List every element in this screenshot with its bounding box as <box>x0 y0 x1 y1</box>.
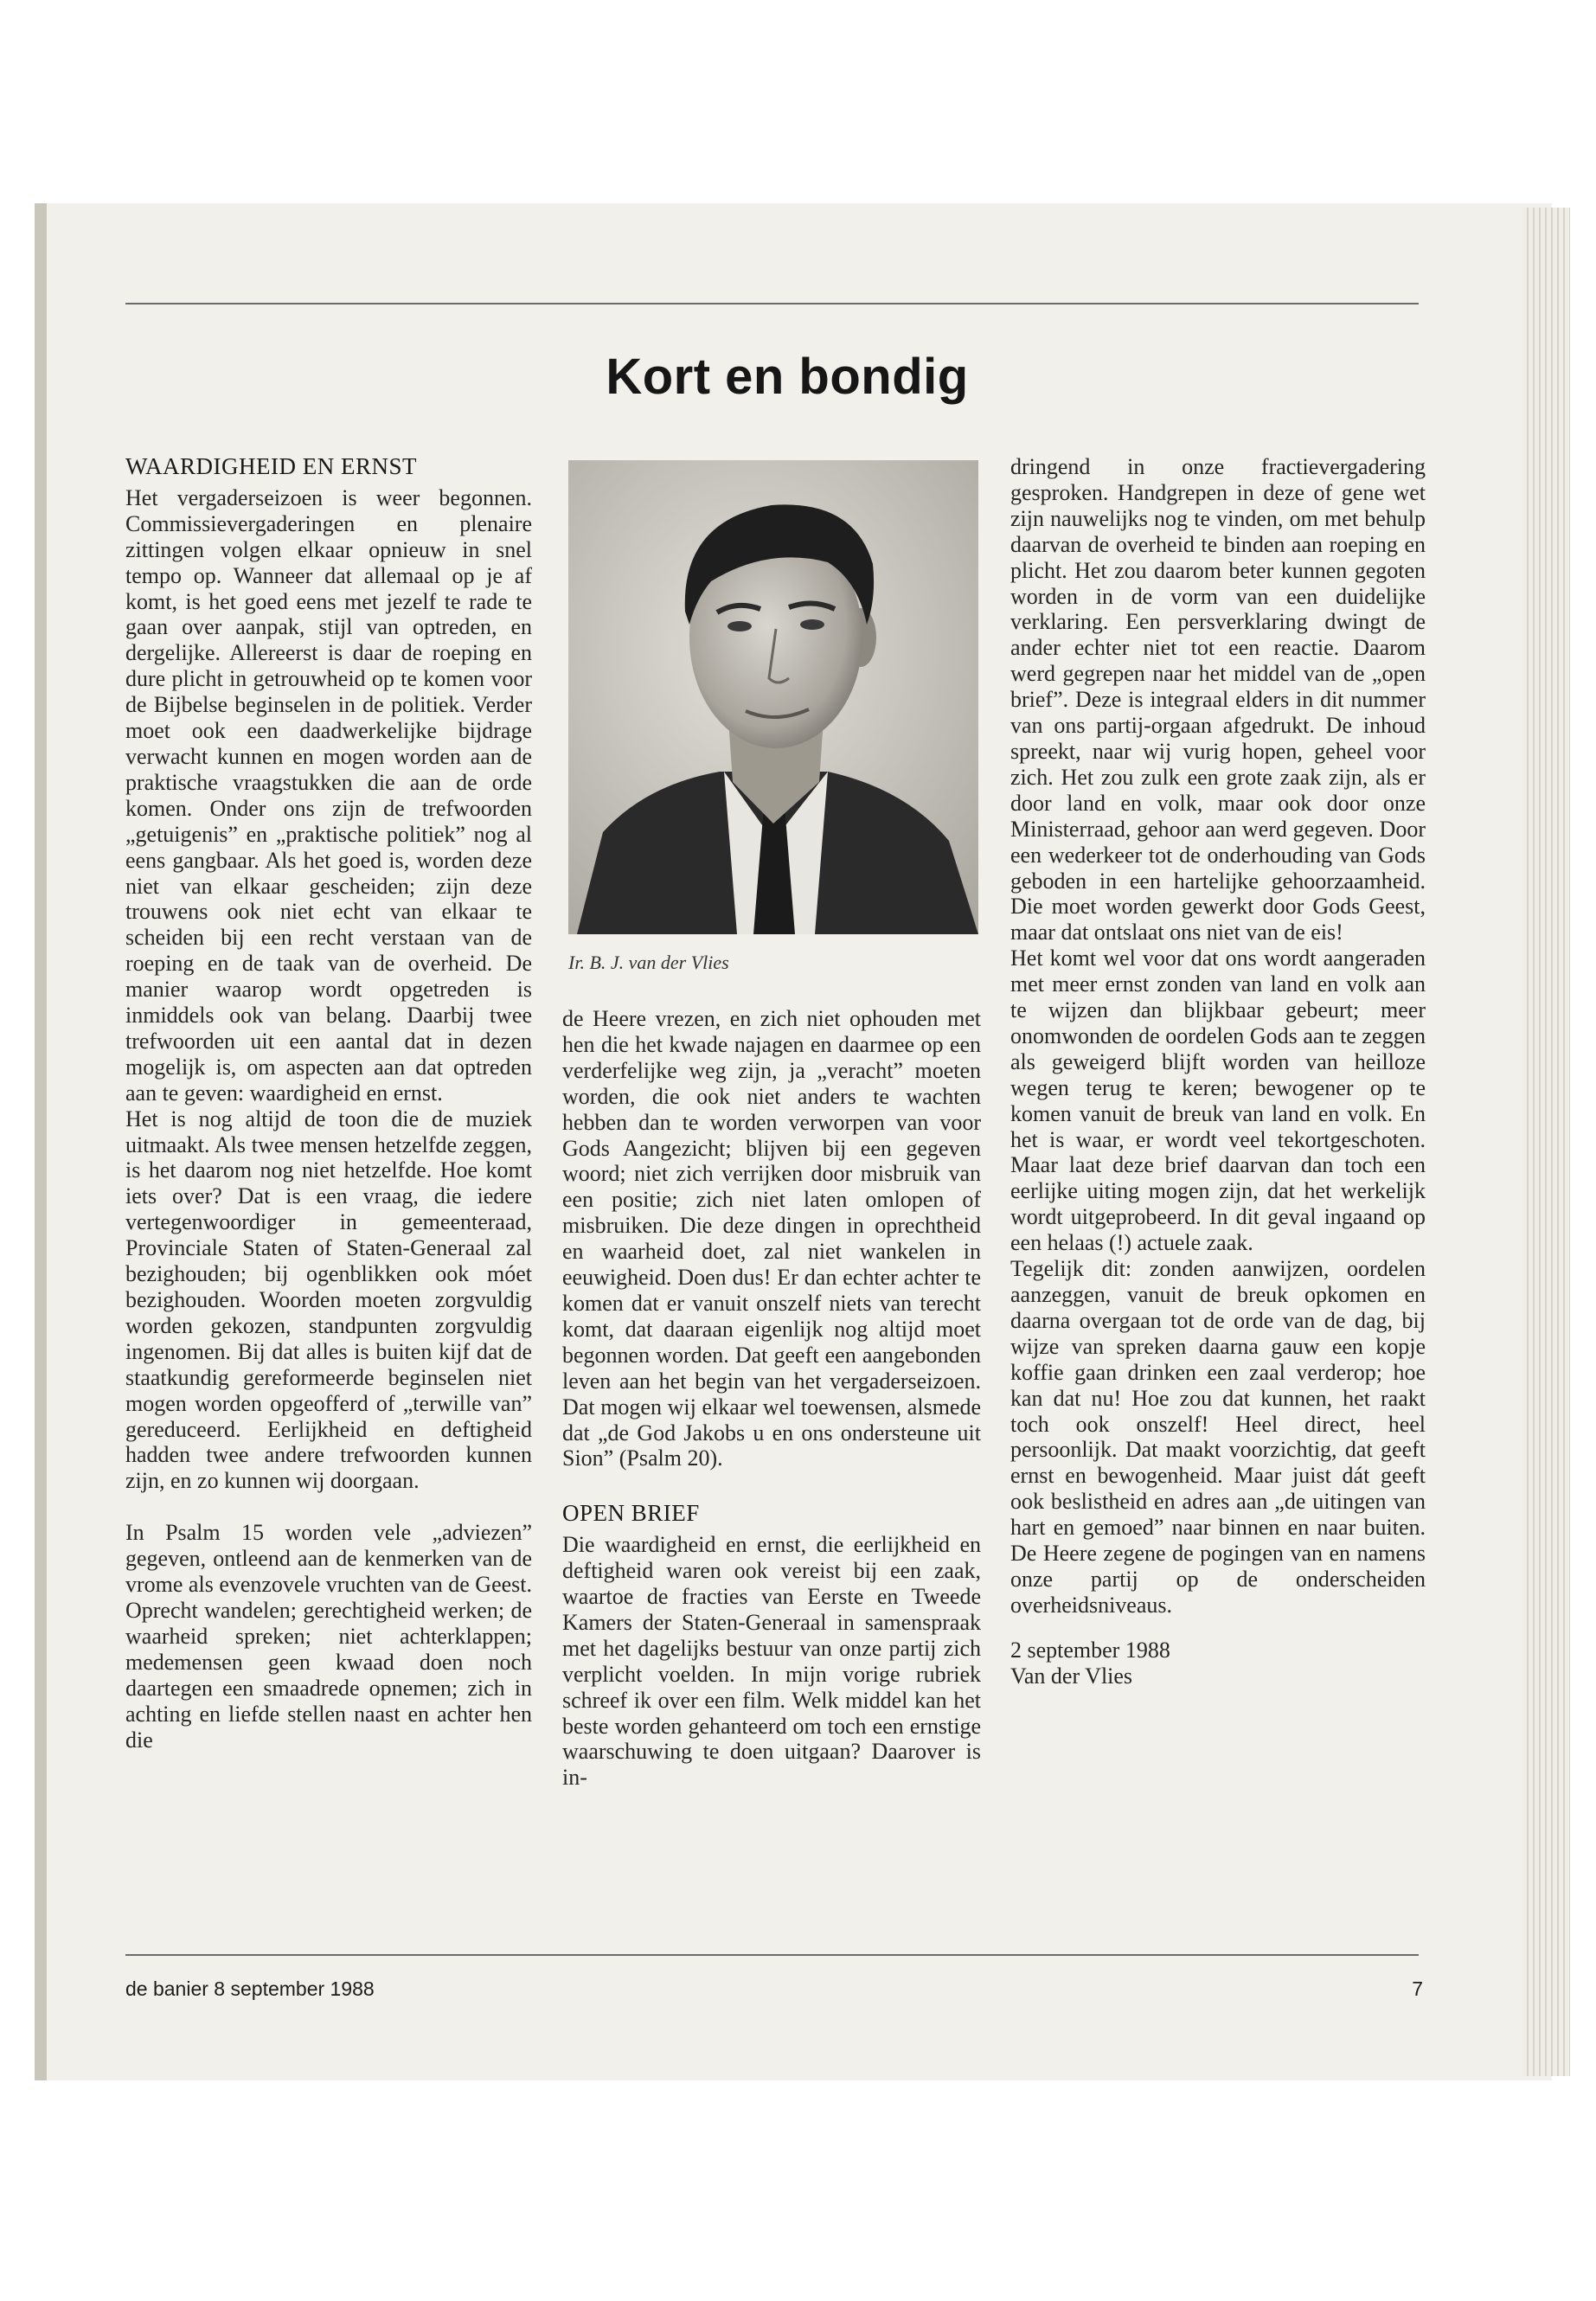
page-title: Kort en bondig <box>606 349 969 405</box>
date-line: 2 september 1988 <box>1010 1637 1170 1663</box>
column-1 <box>125 454 532 1753</box>
author-signature: Van der Vlies <box>1010 1663 1133 1689</box>
paragraph: dringend in onze fractievergadering gesproken. Handgrepen in deze of gene wet zijn nauwelijks nog te vinden, om met behulp daarvan de overheid te binden aan roeping en plicht. Het zou daarom beter kunnen gegoten worden in de vorm van een duidelijke verklaring. Een persverklaring dwingt de ander echter niet tot een reactie. Daarom werd gegrepen naar het middel van de „open brief”. Deze is integraal elders in dit nummer van ons partij-orgaan afgedrukt. De inhoud spreekt, naar wij vurig hopen, geheel voor zich. Het zou zulk een grote zaak zijn, als er door land en volk, maar ook door onze Ministerraad, gehoor aan werd gegeven. Door een wederkeer tot de onderhouding van Gods geboden in een hartelijke gehoorzaamheid. Die moet worden gewerkt door Gods Geest, maar dat ontslaat ons niet van de eis! <box>1010 454 1426 945</box>
column-2 <box>562 1006 981 1791</box>
paragraph: Die waardigheid en ernst, die eerlijkheid en deftigheid waren ook vereist bij een zaak, waartoe de fracties van Eerste en Tweede Kamers der Staten-Generaal in samenspraak met het dagelijks bestuur van onze partij zich verplicht voelden. In mijn vorige rubriek schreef ik over een film. Welk middel kan het beste worden gehanteerd om toch een ernstige waarschuwing te doen uitgaan? Daarover is in- <box>562 1532 981 1791</box>
paragraph: de Heere vrezen, en zich niet ophouden met hen die het kwade najagen en daarmee op een verderfelijke weg zijn, ja „veracht” moeten worden, die ook niet anders te wachten hebben dan te worden verworpen van voor Gods Aangezicht; blijven bij een gegeven woord; niet zich verrijken door misbruik van een positie; zich niet laten omlopen of misbruiken. Die deze dingen in oprechtheid en waarheid doet, zal niet wankelen in eeuwigheid. Doen dus! Er dan echter achter te komen dat er vanuit onszelf niets van terecht komt, dat daaraan eigenlijk nog altijd moet begonnen worden. Dat geeft een aangebonden leven aan het begin van het vergaderseizoen. Dat mogen wij elkaar wel toewensen, alsmede dat „de God Jakobs u en ons ondersteune uit Sion” (Psalm 20). <box>562 1006 981 1471</box>
photo-caption: Ir. B. J. van der Vlies <box>568 952 729 973</box>
section-heading-waardigheid: WAARDIGHEID EN ERNST <box>125 453 417 479</box>
paragraph: In Psalm 15 worden vele „adviezen” gegeven, ontleend aan de kenmerken van de vrome als evenzovele vruchten van de Geest. Oprecht wandelen; gerechtigheid werken; de waarheid spreken; niet achterklappen; medemensen geen kwaad doen noch daartegen een smaadrede opnemen; zich in achting en liefde stellen naast en achter hen die <box>125 1520 532 1753</box>
page-number: 7 <box>1412 1977 1423 2000</box>
paragraph: Het vergaderseizoen is weer begonnen. Commissievergaderingen en plenaire zittingen volgen elkaar opnieuw in snel tempo op. Wanneer dat allemaal op je af komt, is het goed eens met jezelf te rade te gaan over aanpak, stijl van optreden, en dergelijke. Allereerst is daar de roeping en dure plicht in getrouwheid op te komen voor de Bijbelse beginselen in de politiek. Verder moet ook een daadwerkelijke bijdrage verwacht kunnen en mogen worden aan de praktische vraagstukken die aan de orde komen. Onder ons zijn de trefwoorden „getuigenis” en „praktische politiek” nog al eens gangbaar. Als het goed is, worden deze niet van elkaar gescheiden; zijn deze trouwens ook niet echt van elkaar te scheiden bij een recht verstaan van de roeping en de taak van de overheid. De manier waarop wordt opgetreden is inmiddels ook van belang. Daarbij twee trefwoorden uit een aantal dat in dezen mogelijk is, om aspecten aan dat optreden aan te geven: waardigheid en ernst. <box>125 484 532 1106</box>
paragraph: Het komt wel voor dat ons wordt aangeraden met meer ernst zonden van land en volk aan te wijzen dan blijkbaar gebeurt; meer onomwonden de oordelen Gods aan te zeggen als geweigerd blijft worden van heilloze wegen terug te keren; bewogener op te komen vanuit de breuk van land en volk. En het is waar, er wordt veel tekortgeschoten. Maar laat deze brief daarvan dan toch een eerlijke uiting mogen zijn, dat het werkelijk wordt uitgeprobeerd. In dit geval ingaand op een helaas (!) actuele zaak. <box>1010 945 1426 1256</box>
top-rule <box>125 303 1419 304</box>
footer-publication: de banier 8 september 1988 <box>125 1977 375 2000</box>
paragraph: Het is nog altijd de toon die de muziek uitmaakt. Als twee mensen hetzelfde zeggen, is het daarom nog niet hetzelfde. Hoe komt iets over? Dat is een vraag, die iedere vertegenwoordiger in gemeenteraad, Provinciale Staten of Staten-Generaal zal bezighouden; bij ogenblikken ook móet bezighouden. Woorden moeten zorgvuldig worden gekozen, standpunten zorgvuldig ingenomen. Bij dat alles is buiten kijf dat de staatkundig gereformeerde beginselen niet mogen worden opgeofferd of „terwille van” gereduceerd. Eerlijkheid en deftigheid hadden twee andere trefwoorden kunnen zijn, en zo kunnen wij doorgaan. <box>125 1106 532 1494</box>
portrait-photo <box>568 460 978 934</box>
bottom-rule <box>125 1954 1419 1956</box>
section-heading-open-brief: OPEN BRIEF <box>562 1500 700 1527</box>
paragraph: Tegelijk dit: zonden aanwijzen, oordelen aanzeggen, vanuit de breuk opkomen en daarna overgaan tot de orde van de dag, bij wijze van spreken daarna gauw een kopje koffie gaan drinken een zaal verderop; hoe kan dat nu! Hoe zou dat kunnen, het raakt toch ook onszelf! Heel direct, heel persoonlijk. Dat maakt voorzichtig, dat geeft ernst en bewogenheid. Maar juist dát geeft ook beslistheid en adres aan „de uitingen van hart en gemoed” naar binnen en naar buiten. De Heere zegene de pogingen van en namens onze partij op de onderscheiden overheidsniveaus. <box>1010 1256 1426 1618</box>
column-3 <box>1010 454 1426 1689</box>
portrait-illustration <box>568 460 978 934</box>
page-stack-edge <box>1522 208 1570 2076</box>
